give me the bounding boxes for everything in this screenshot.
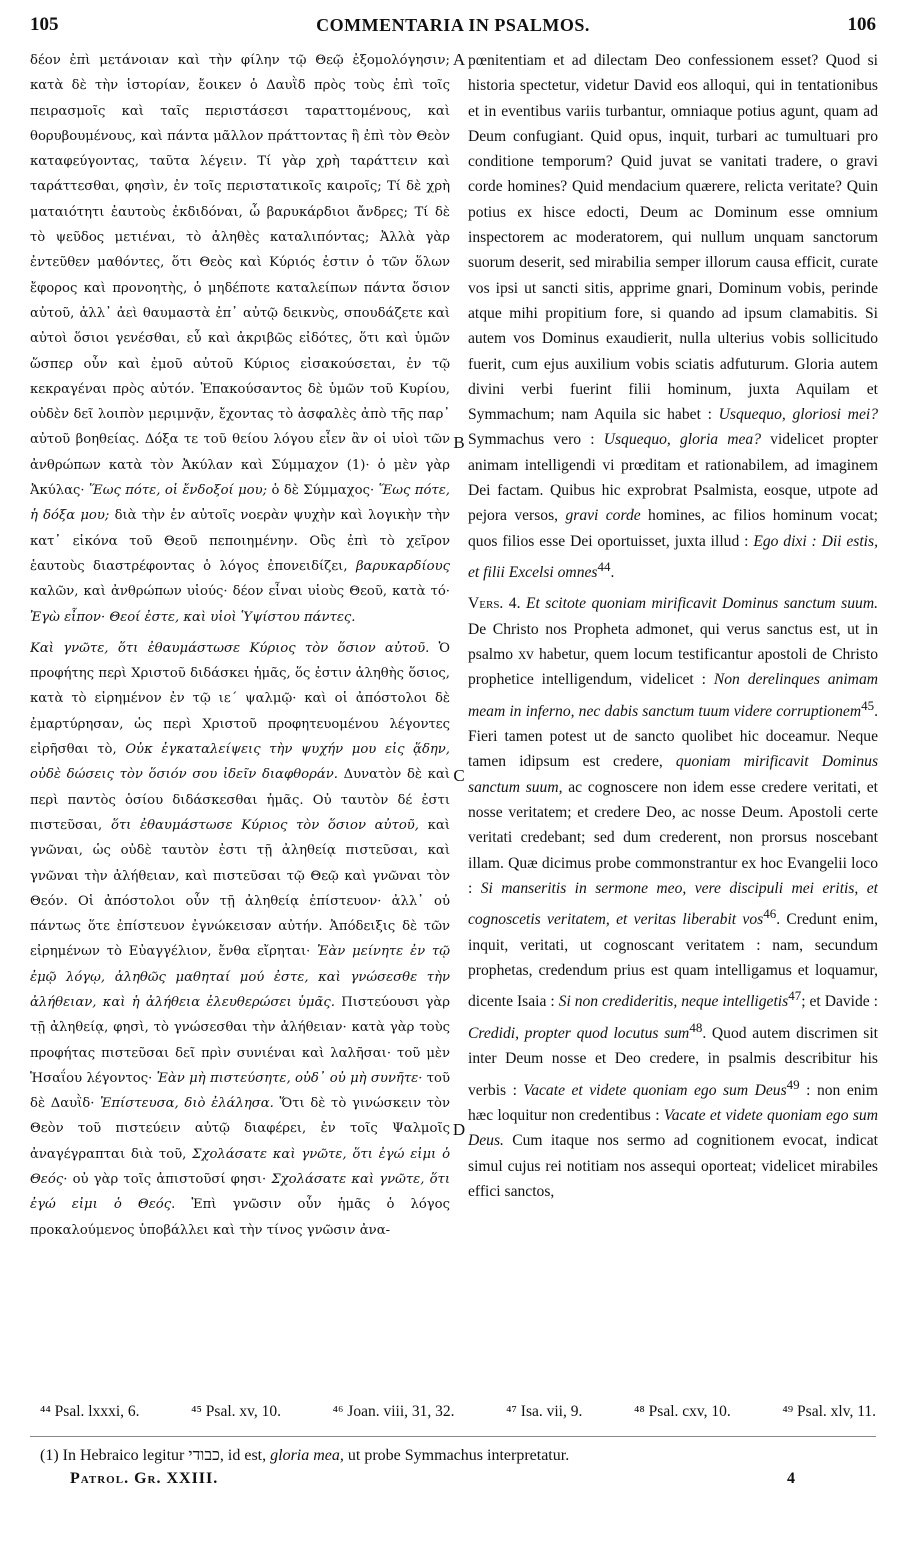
note-ref: 49 xyxy=(786,1076,800,1092)
page-footer xyxy=(70,1470,876,1488)
verse-lemma: Et scitote quoniam mirificavit Dominus sanctum suum. xyxy=(525,595,878,613)
reference: ⁴⁵ Psal. xv, 10. xyxy=(191,1403,282,1420)
page-number-right: 106 xyxy=(847,14,876,35)
margin-marker-b: B xyxy=(453,433,465,452)
latin-paragraph: pœnitentiam et ad dilectam Deo confessionem esset? Quod si historia spectetur, videtur David eos alloqui, qui in tentationibus et in eventibus variis turbantur, omniaque potius agunt, quam ad Deum confugiant. Quid opus, inquit, turbari ac tumultuari pro conditione temporum? Quid juvat se vanitati tradere, o gravi corde homines? Quid mendacium quærere, relicta veritate? Quin potius ex hisce edocti, Deum ac Dominum esse omnium inspectorem ac moderatorem, qui nullum unquam sanctorum suorum deserit, sed mirabilia semper illorum causa efficit, curate vos ipsi ut sancti sitis, apprime gnari, Dominum vobis, perinde atque mihi propitium fore, si quando ad ipsum clamabitis. Si autem vos Dominus exaudierit, nulla ulterius vobis sollicitudo fuerit, cum ejus auxilium vobis sciatis adfuturum. Gloria autem divini verbi fuerint filii hominum, juxta Aquilam et Symmachum; nam Aquila sic habet : Usquequo, gloriosi mei? Symmachus vero : Usquequo, gloria mea? videlicet propter animam intelligendi vi prœditam et rationabilem, ad imaginem Dei factam. Quibus hic exprobrat Psalmista, eosque, utpote ad pejora versos, gravi corde homines, ac filios hominum vocat; quos filios esse Dei oportuisset, juxta illud : Ego dixi : Dii estis, et filii Excelsi omnes$^{44}$. xyxy=(468,52,878,582)
footnote: (1) In Hebraico legitur כבודי, id est, gloria mea, ut probe Symmachus interpretatur. xyxy=(40,1447,570,1464)
reference: ⁴⁴ Psal. lxxxi, 6. xyxy=(40,1403,140,1420)
running-title: COMMENTARIA IN PSALMOS. xyxy=(316,15,590,35)
signature-number: 4 xyxy=(787,1470,796,1487)
greek-column xyxy=(30,48,450,1388)
greek-paragraph: δέον ἐπὶ μετάνοιαν καὶ τὴν φίλην τῷ Θεῷ ἐξομολόγησιν; κατὰ δὲ τὴν ἱστορίαν, ἔοικεν ὁ Δαυῒδ πρὸς τοὺς ἐπὶ τοῖς πειρασμοῖς καὶ ταῖς περιστάσεσι ταραττομένους, καὶ θορυβουμένους, καὶ πάντα μᾶλλον πράττοντας ἢ ἐπὶ τὸν Θεὸν καταφεύγοντας, ταῦτα λέγειν. Τί γὰρ χρὴ ταράττειν καὶ ταράττεσθαι, φησὶν, ἐν τοῖς περιστατικοῖς καιροῖς; Τί δὲ χρὴ ματαιότητι ἑαυτοὺς ἐκδιδόναι, ὦ βαρυκάρδιοι ἄνδρες; Τί δὲ τὸ ψεῦδος μετιέναι, τὸ ἀληθὲς καταλιπόντας; Ἀλλὰ γὰρ ἐντεῦθεν μαθόντες, ὅτι Θεὸς καὶ Κύριός ἐστιν ὁ τῶν ὅλων ἔφορος καὶ προνοητὴς, ὁ μηδέποτε καταλείπων πάντα ὅσιον αὐτοῦ, ἀλλ᾽ ἀεὶ θαυμαστὰ ἐπ᾽ αὐτῷ δεικνὺς, σπουδάζετε καὶ αὐτοὶ ὅσιοι γενέσθαι, εὖ καὶ ἀκριβῶς εἰδότες, ὅτι καὶ ὑμῶν ὥσπερ οὖν καὶ ἐμοῦ αὐτοῦ Κύριος εἰσακούσεται, ἐν τῷ κεκραγέναι πρὸς αὐτόν. Ἐπακούσαντος δὲ ὑμῶν τοῦ Κυρίου, οὐδὲν δεῖ λοιπὸν μεριμνᾷν, ἔχοντας τὸ ἀσφαλὲς ἀπὸ τῆς παρ᾽ αὐτοῦ βοηθείας. Δόξα τε τοῦ θείου λόγου εἶεν ἂν οἱ υἱοὶ τῶν ἀνθρώπων κατὰ τὸν Ἀκύλαν καὶ Σύμμαχον (1)· ὁ μὲν γὰρ Ἀκύλας· Ἕως πότε, οἱ ἔνδοξοί μου; ὁ δὲ Σύμμαχος· Ἕως πότε, ἡ δόξα μου; διὰ τὴν ἐν αὐτοῖς νοερὰν ψυχὴν καὶ λογικὴν τὴν κατ᾽ εἰκόνα τοῦ Θεοῦ πεποιημένην. Οὓς ἐπὶ τὸ χεῖρον ἑαυτοὺς διαστρέφοντας ὁ λόγος ἐπονειδίζει, βαρυκαρδίους καλῶν, καὶ ἀνθρώπων υἱούς· δέον εἶναι υἱοὺς Θεοῦ, κατὰ τό· Ἐγὼ εἶπον· Θεοί ἐστε, καὶ υἱοὶ Ὑψίστου πάντες. xyxy=(30,53,450,625)
margin-marker-d: D xyxy=(452,1120,466,1139)
series-signature: Patrol. Gr. XXIII. xyxy=(70,1470,219,1487)
scripture-references xyxy=(40,1400,876,1424)
running-header xyxy=(30,14,876,40)
reference: ⁴⁸ Psal. cxv, 10. xyxy=(633,1403,731,1420)
divider xyxy=(30,1436,876,1437)
latin-paragraph: Vers. 4. Et scitote quoniam mirificavit Dominus sanctum suum. De Christo nos Propheta admonet, qui verus sanctus est, ut in psalmo xv habetur, quem locum testificantur apostoli de Christo prophetice intelligendum, videlicet : Non derelinques animam meam in inferno, nec dabis sanctum tuum videre corruptionem$^{45}$. Fieri tamen potest ut de sancto quolibet hic doceamur. Neque tamen idipsum est credere, quoniam mirificavit Dominus sanctum suum, ac cognoscere non idem esse credere veritati, et nosse veritatem; et credere Deo, ac nosse Deum. Apostoli certe veritati credebant; sed dum crederent, non prorsus noscebant illam. Quæ dicimus probe commonstrantur ex hoc Evangelii loco : Si manseritis in sermone meo, vere discipuli mei eritis, et cognoscetis veritatem, et veritas liberabit vos$^{46}$. Credunt enim, inquit, veritati, ut cognoscant veritatem : nam, secundum prophetas, credendum prius est quam intelligamus et loquamur, dicente Isaia : Si non credideritis, neque intelligetis$^{47}$; et Davide : Credidi, propter quod locutus sum$^{48}$. Quod autem discrimen sit inter Deum nosse et Deo credere, in psalmis describitur his verbis : Vacate et videte quoniam ego sum Deus$^{49}$ : non enim hæc loquitur non credentibus : Vacate et videte quoniam ego sum Deus. Cum itaque nos sermo ad cognitionem evocat, indicat simul cujus rei notitiam nos assequi oporteat; videlicet mirabiles effici sanctos, xyxy=(468,595,878,1200)
verse-lemma: Καὶ γνῶτε, ὅτι ἐθαυμάστωσε Κύριος τὸν ὅσιον αὐτοῦ. xyxy=(30,640,430,656)
greek-paragraph: Καὶ γνῶτε, ὅτι ἐθαυμάστωσε Κύριος τὸν ὅσιον αὐτοῦ. Ὁ προφήτης περὶ Χριστοῦ διδάσκει ἡμᾶς, ὅς ἐστιν ἀληθὴς ὅσιος, κατὰ τὸ εἰρημένον ἐν τῷ ιε´ ψαλμῷ· καὶ οἱ ἀπόστολοι δὲ ἐμαρτύρησαν, ὡς περὶ Χριστοῦ προφητευομένου λέγοντες εἰρῆσθαι τὸ, Οὐκ ἐγκαταλείψεις τὴν ψυχήν μου εἰς ᾅδην, οὐδὲ δώσεις τὸν ὅσιόν σου ἰδεῖν διαφθοράν. Δυνατὸν δὲ καὶ περὶ παντὸς ὁσίου διδάσκεσθαι ἡμᾶς. Οὐ ταυτὸν δέ ἐστι πιστεῦσαι, ὅτι ἐθαυμάστωσε Κύριος τὸν ὅσιον αὐτοῦ, καὶ γνῶναι, ὡς οὐδὲ ταυτὸν ἐστι τῇ ἀληθείᾳ πιστεῦσαι, καὶ γνῶναι τὴν ἀλήθειαν, καὶ πιστεῦσαι τῷ Θεῷ καὶ γνῶναι τὸν Θεόν. Οἱ ἀπόστολοι οὖν τῇ ἀληθείᾳ ἐπίστευον· ἀλλ᾽ οὐ πάντως ὅτε ἐπίστευον ἐγνώκεισαν αὐτήν. Ἀπόδειξις δὲ τῶν εἰρημένων τὸ Εὐαγγέλιον, ἔνθα εἴρηται· Ἐὰν μείνητε ἐν τῷ ἐμῷ λόγῳ, ἀληθῶς μαθηταί μού ἐστε, καὶ γνώσεσθε τὴν ἀλήθειαν, καὶ ἡ ἀλήθεια ἐλευθερώσει ὑμᾶς. Πιστεύουσι γὰρ τῇ ἀληθείᾳ, φησὶ, τὸ γνώσεσθαι τὴν ἀλήθειαν· κατὰ γὰρ τοὺς προφήτας πιστεῦσαι δεῖ πρὶν συνιέναι καὶ λαλῆσαι· τοῦ μὲν Ἡσαΐου λέγοντος· Ἐὰν μὴ πιστεύσητε, οὐδ᾽ οὐ μὴ συνῆτε· τοῦ δὲ Δαυῒδ· Ἐπίστευσα, διὸ ἐλάλησα. Ὅτι δὲ τὸ γινώσκειν τὸν Θεὸν τοῦ πιστεύειν αὐτῷ διαφέρει, ἐν τοῖς Ψαλμοῖς ἀναγέγραπται διὰ τοῦ, Σχολάσατε καὶ γνῶτε, ὅτι ἐγώ εἰμι ὁ Θεός· οὐ γὰρ τοῖς ἀπιστοῦσί φησι· Σχολάσατε καὶ γνῶτε, ὅτι ἐγώ εἰμι ὁ Θεός. Ἐπὶ γνῶσιν οὖν ἡμᾶς ὁ λόγος προκαλούμενος ὑποβάλλει καὶ τὴν τίνος γνῶσιν ἀνα- xyxy=(30,640,450,1238)
note-ref: 44 xyxy=(597,558,611,574)
note-ref: 47 xyxy=(788,988,802,1004)
reference: ⁴⁹ Psal. xlv, 11. xyxy=(782,1403,876,1420)
page-number-left: 105 xyxy=(30,14,59,35)
margin-marker-c: C xyxy=(453,766,465,785)
note-ref: 45 xyxy=(861,697,875,713)
note-ref: 46 xyxy=(763,906,777,922)
verse-label: Vers. 4. xyxy=(468,595,521,613)
note-ref: 48 xyxy=(689,1019,703,1035)
margin-marker-a: A xyxy=(452,50,466,69)
latin-column xyxy=(468,48,878,1388)
reference: ⁴⁶ Joan. viii, 31, 32. xyxy=(332,1403,455,1420)
reference: ⁴⁷ Isa. vii, 9. xyxy=(506,1403,583,1420)
